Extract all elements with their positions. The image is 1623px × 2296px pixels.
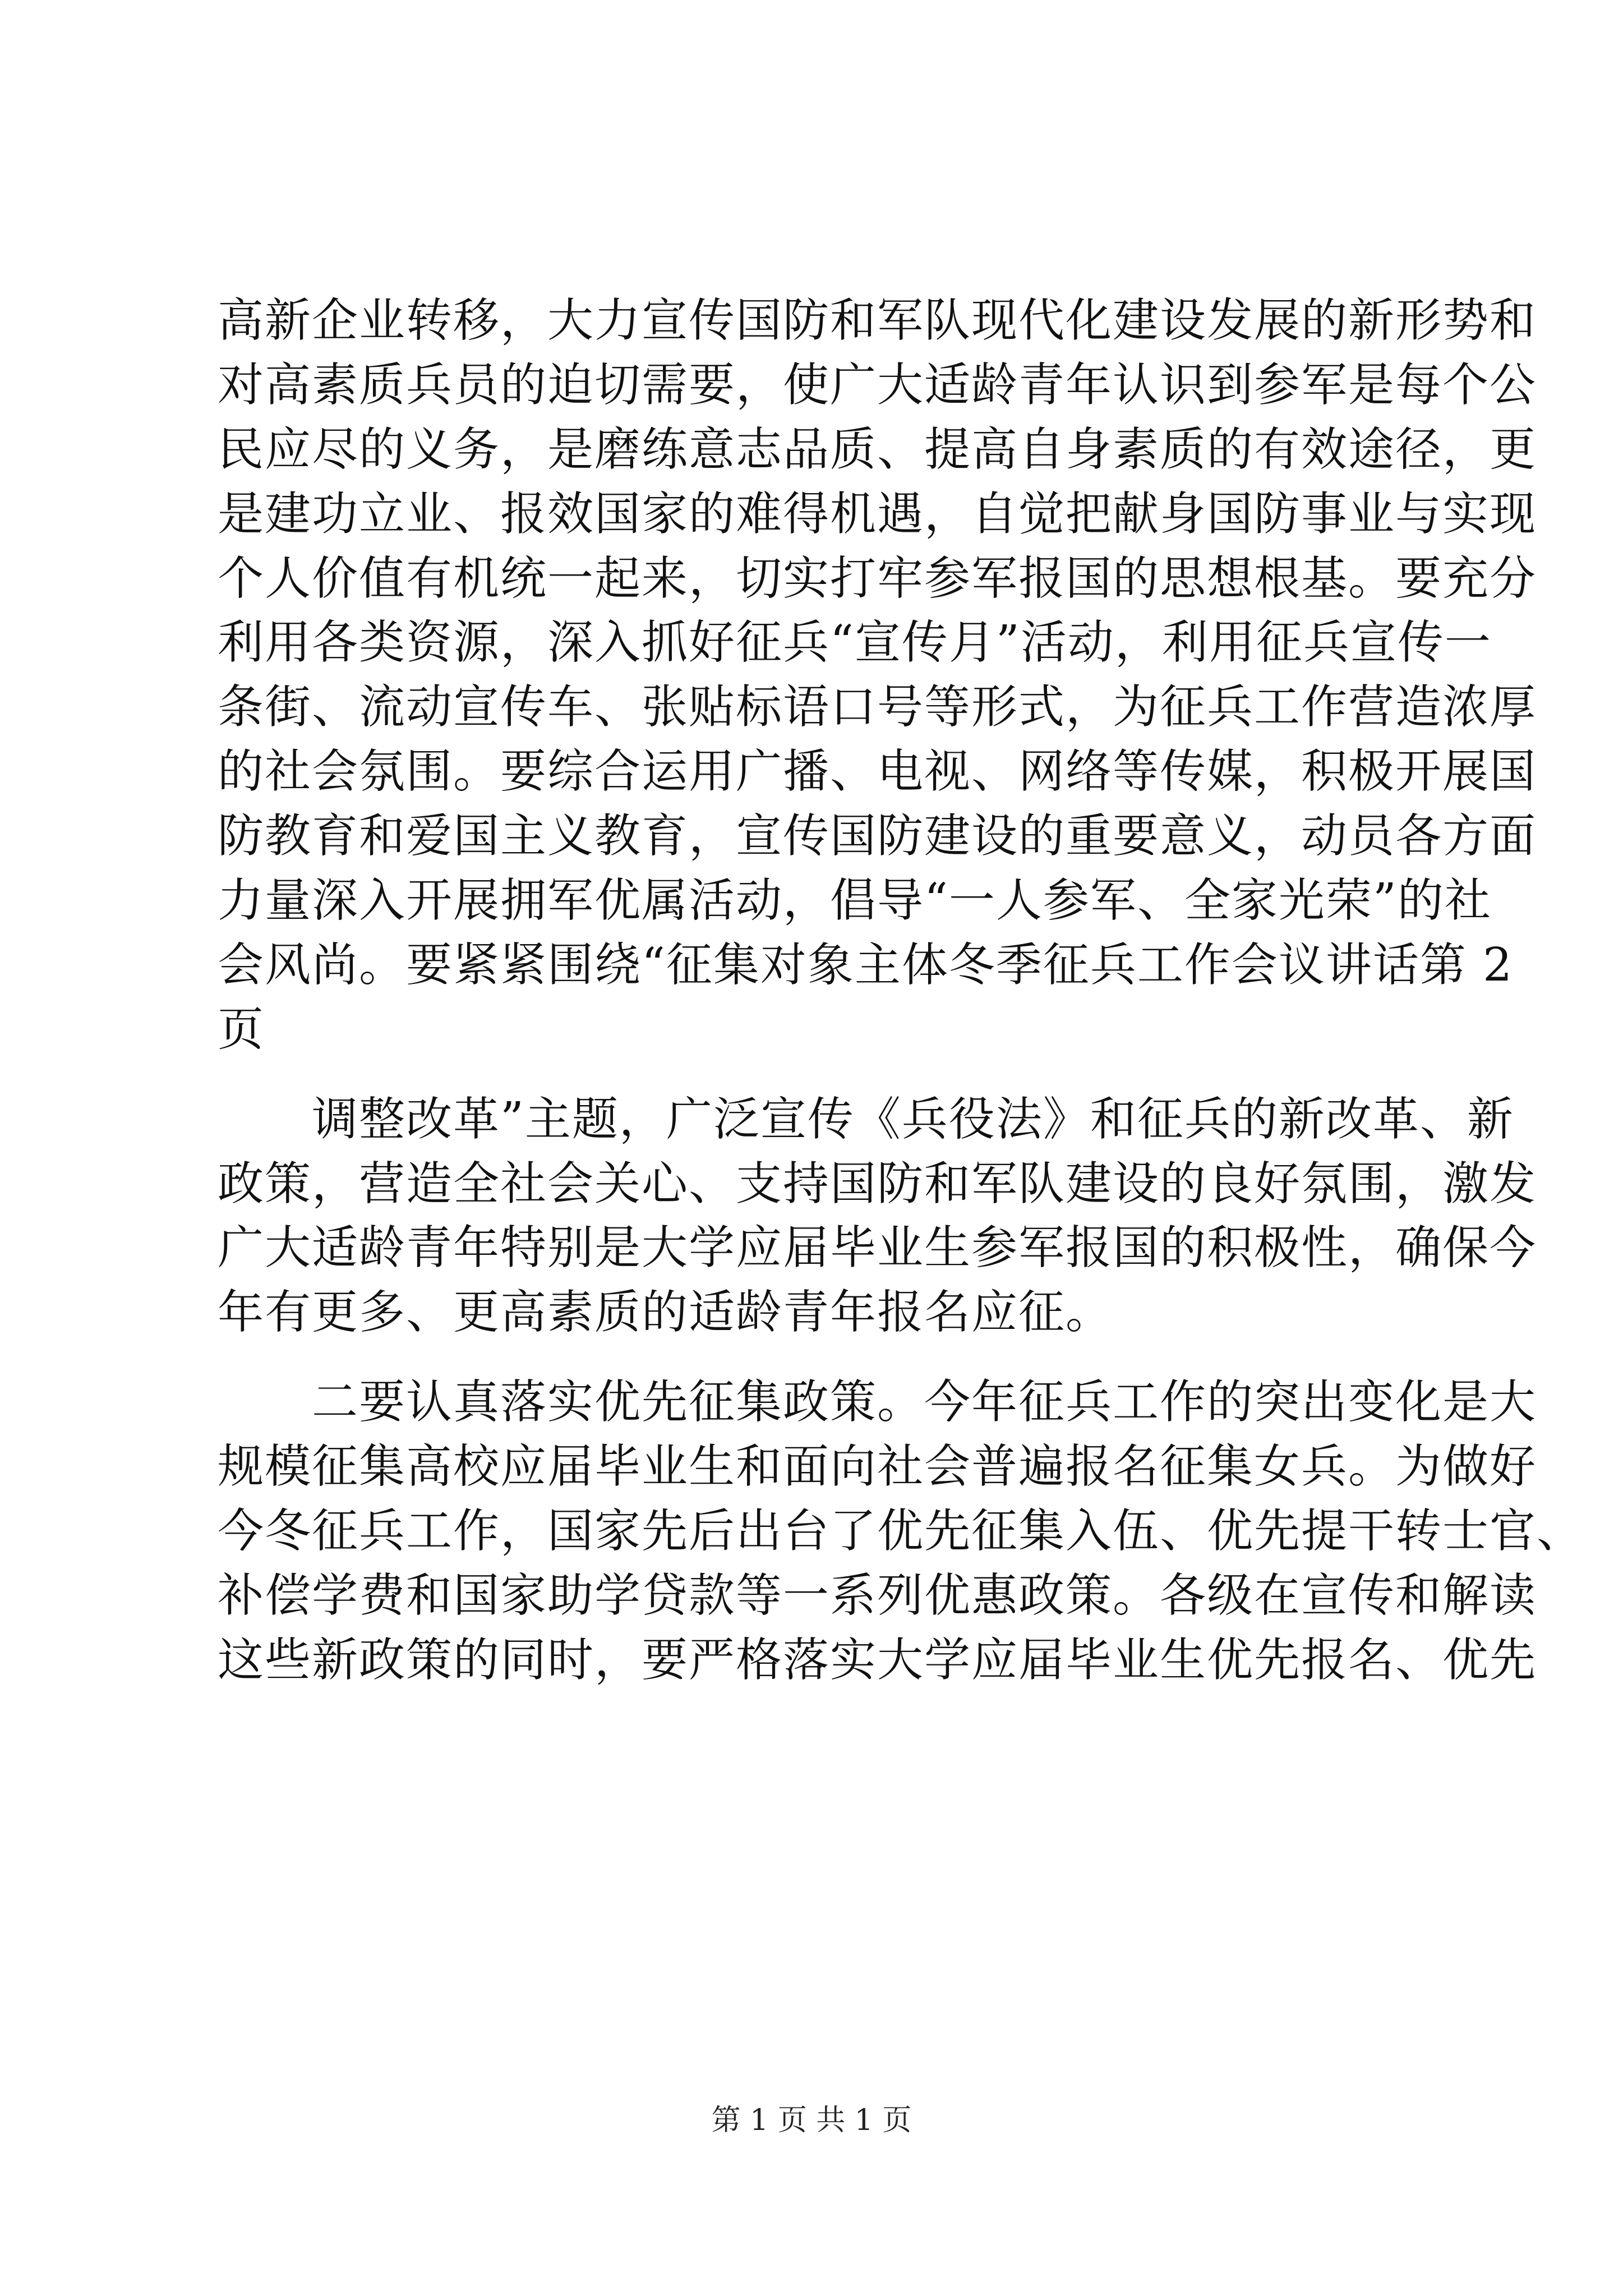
text-line: 条街、流动宣传车、张贴标语口号等形式，为征兵工作营造浓厚: [218, 680, 1537, 734]
text-line: 利用各类资源，深入抓好征兵“宣传月”活动，利用征兵宣传一: [218, 616, 1492, 670]
text-line: 会风尚。要紧紧围绕“征集对象主体冬季征兵工作会议讲话第 2: [218, 938, 1514, 992]
text-line: 民应尽的义务，是磨练意志品质、提高自身素质的有效途径，更: [218, 422, 1537, 476]
text-line: 这些新政策的同时，要严格落实大学应届毕业生优先报名、优先: [218, 1633, 1537, 1687]
text-line: 今冬征兵工作，国家先后出台了优先征集入伍、优先提干转士官、: [218, 1504, 1584, 1558]
text-line: 补偿学费和国家助学贷款等一系列优惠政策。各级在宣传和解读: [218, 1568, 1537, 1622]
text-line: 个人价值有机统一起来，切实打牢参军报国的思想根基。要充分: [218, 551, 1537, 605]
page-number-label: 第 1 页 共 1 页: [711, 2104, 912, 2137]
page-footer: [0, 2101, 1623, 2140]
text-line: 的社会氛围。要综合运用广播、电视、网络等传媒，积极开展国: [218, 745, 1537, 799]
text-line: 力量深入开展拥军优属活动，倡导“一人参军、全家光荣”的社: [218, 874, 1492, 928]
text-line: 页: [218, 1002, 265, 1056]
paragraph-gap: [218, 1345, 1435, 1370]
text-line: 防教育和爱国主义教育，宣传国防建设的重要意义，动员各方面: [218, 809, 1537, 863]
text-line: 广大适龄青年特别是大学应届毕业生参军报国的积极性，确保今: [218, 1221, 1537, 1275]
text-line: 调整改革”主题，广泛宣传《兵役法》和征兵的新改革、新: [218, 1092, 1514, 1146]
text-line: 政策，营造全社会关心、支持国防和军队建设的良好氛围，激发: [218, 1157, 1537, 1211]
document-body: [218, 289, 1584, 1693]
paragraph-continued: [218, 289, 1537, 1062]
text-line: 对高素质兵员的迫切需要，使广大适龄青年认识到参军是每个公: [218, 358, 1537, 412]
text-line: 规模征集高校应届毕业生和面向社会普遍报名征集女兵。为做好: [218, 1440, 1537, 1494]
text-line: 高新企业转移，大力宣传国防和军队现代化建设发展的新形势和: [218, 294, 1537, 347]
paragraph-gap: [218, 1062, 1435, 1088]
text-line: 年有更多、更高素质的适龄青年报名应征。: [218, 1286, 1113, 1340]
text-line: 二要认真落实优先征集政策。今年征兵工作的突出变化是大: [218, 1375, 1537, 1429]
paragraph-priority-policy: [218, 1370, 1584, 1692]
text-line: 是建功立业、报效国家的难得机遇，自觉把献身国防事业与实现: [218, 487, 1537, 541]
paragraph-reform-theme: [218, 1088, 1537, 1346]
